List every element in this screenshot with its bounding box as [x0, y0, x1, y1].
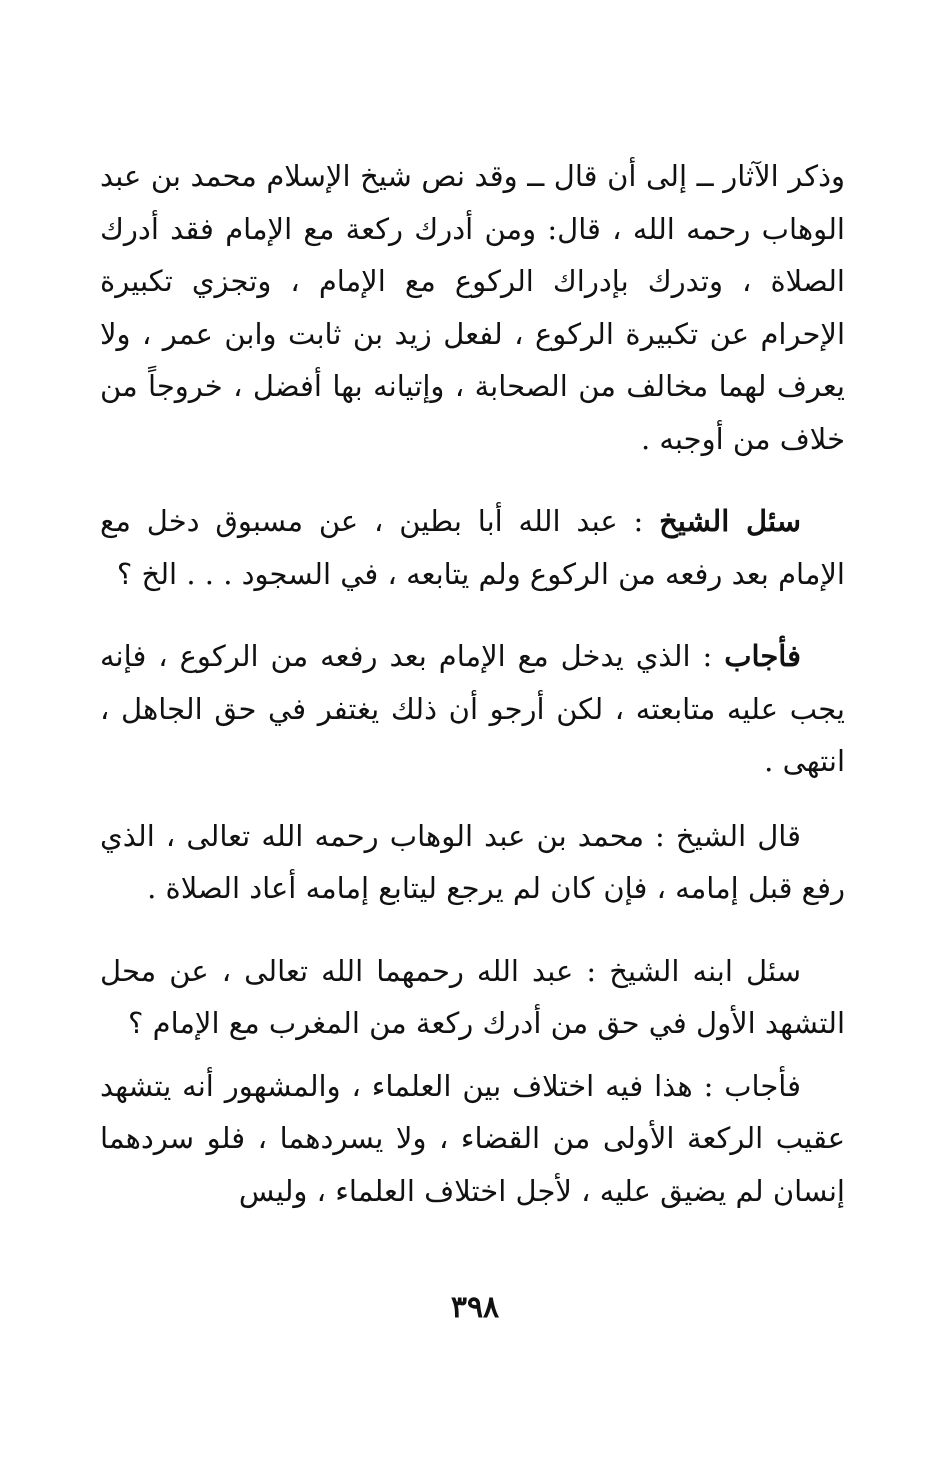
- paragraph-3-text: : الذي يدخل مع الإمام بعد رفعه من الركوع ، فإنه يجب عليه متابعته ، لكن أرجو أن ذلك يغتفر في حق الجاهل ، انتهى .: [100, 639, 845, 778]
- paragraph-4: [100, 810, 845, 915]
- paragraph-6: [100, 1060, 845, 1218]
- paragraph-6-text: فأجاب : هذا فيه اختلاف بين العلماء ، والمشهور أنه يتشهد عقيب الركعة الأولى من القضاء ، ولا يسردهما ، فلو سردهما إنسان لم يضيق عليه ، لأجل اختلاف العلماء ، وليس: [100, 1068, 845, 1208]
- paragraph-2-text: : عبد الله أبا بطين ، عن مسبوق دخل مع الإمام بعد رفعه من الركوع ولم يتابعه ، في السجود . . . الخ ؟: [100, 504, 845, 591]
- paragraph-2-lead: سئل الشيخ: [659, 504, 802, 538]
- paragraph-1-text: وذكر الآثار ــ إلى أن قال ــ وقد نص شيخ الإسلام محمد بن عبد الوهاب رحمه الله ، قال: ومن أدرك ركعة مع الإمام فقد أدرك الصلاة ، وتدرك بإدراك الركوع مع الإمام ، وتجزي تكبيرة الإحرام عن تكبيرة الركوع ، لفعل زيد بن ثابت وابن عمر ، ولا يعرف لهما مخالف من الصحابة ، وإتيانه بها أفضل ، خروجاً من خلاف من أوجبه .: [100, 159, 845, 456]
- paragraph-5-text: سئل ابنه الشيخ : عبد الله رحمهما الله تعالى ، عن محل التشهد الأول في حق من أدرك ركعة من المغرب مع الإمام ؟: [100, 953, 845, 1040]
- page-number: ٣٩٨: [450, 1290, 500, 1325]
- paragraph-4-text: قال الشيخ : محمد بن عبد الوهاب رحمه الله تعالى ، الذي رفع قبل إمامه ، فإن كان لم يرجع ليتابع إمامه أعاد الصلاة .: [100, 818, 845, 905]
- paragraph-1: [100, 150, 845, 465]
- paragraph-3-lead: فأجاب: [724, 639, 801, 673]
- paragraph-2: [100, 495, 845, 600]
- paragraph-3: [100, 630, 845, 788]
- page-body: [100, 150, 845, 1217]
- paragraph-5: [100, 945, 845, 1050]
